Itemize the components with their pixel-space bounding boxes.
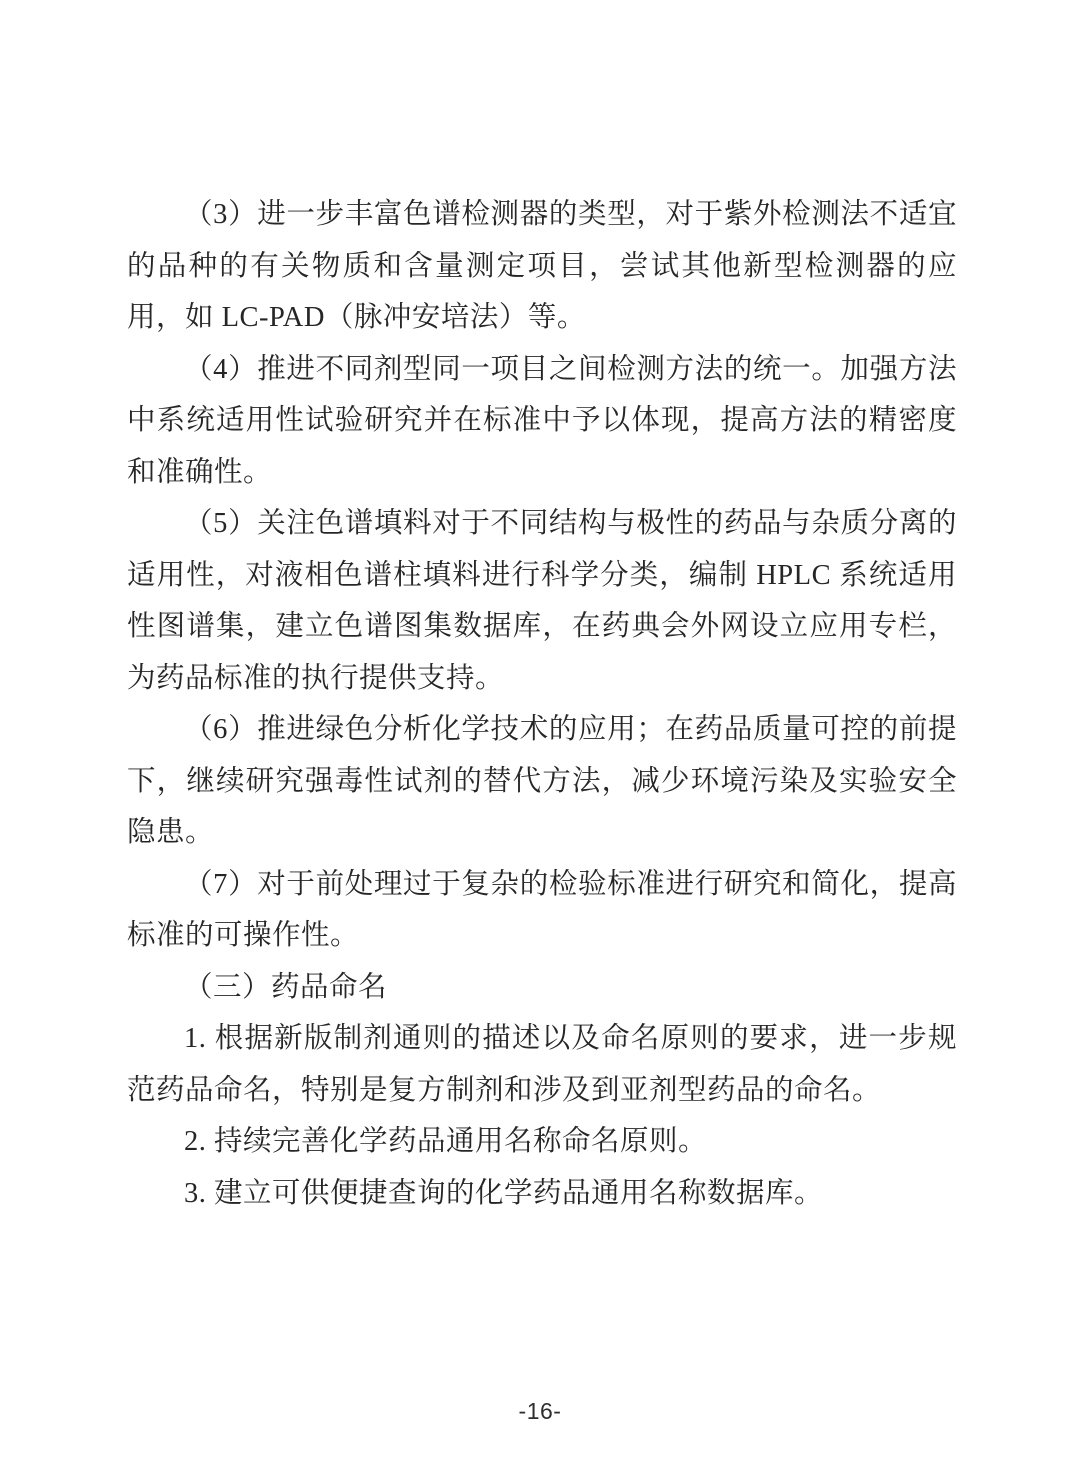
paragraph-item-5: （5）关注色谱填料对于不同结构与极性的药品与杂质分离的适用性，对液相色谱柱填料进行科学分类，编制 HPLC 系统适用性图谱集，建立色谱图集数据库，在药典会外网设立应用专栏，为药品标准的执行提供支持。	[127, 508, 957, 694]
document-body	[127, 189, 957, 1219]
numbered-item-3: 3. 建立可供便捷查询的化学药品通用名称数据库。	[184, 1177, 824, 1209]
section-heading-drug-naming: （三）药品命名	[184, 971, 388, 1003]
paragraph-item-4: （4）推进不同剂型同一项目之间检测方法的统一。加强方法中系统适用性试验研究并在标准中予以体现，提高方法的精密度和准确性。	[127, 353, 957, 488]
paragraph-item-7: （7）对于前处理过于复杂的检验标准进行研究和简化，提高标准的可操作性。	[127, 868, 957, 951]
paragraph-item-3: （3）进一步丰富色谱检测器的类型，对于紫外检测法不适宜的品种的有关物质和含量测定项目，尝试其他新型检测器的应用，如 LC-PAD（脉冲安培法）等。	[127, 199, 957, 333]
paragraph-item-6: （6）推进绿色分析化学技术的应用；在药品质量可控的前提下，继续研究强毒性试剂的替代方法，减少环境污染及实验安全隐患。	[127, 714, 957, 848]
page-number: -16-	[518, 1398, 562, 1424]
numbered-item-1: 1. 根据新版制剂通则的描述以及命名原则的要求，进一步规范药品命名，特别是复方制剂和涉及到亚剂型药品的命名。	[127, 1023, 957, 1106]
numbered-item-2: 2. 持续完善化学药品通用名称命名原则。	[184, 1126, 708, 1157]
